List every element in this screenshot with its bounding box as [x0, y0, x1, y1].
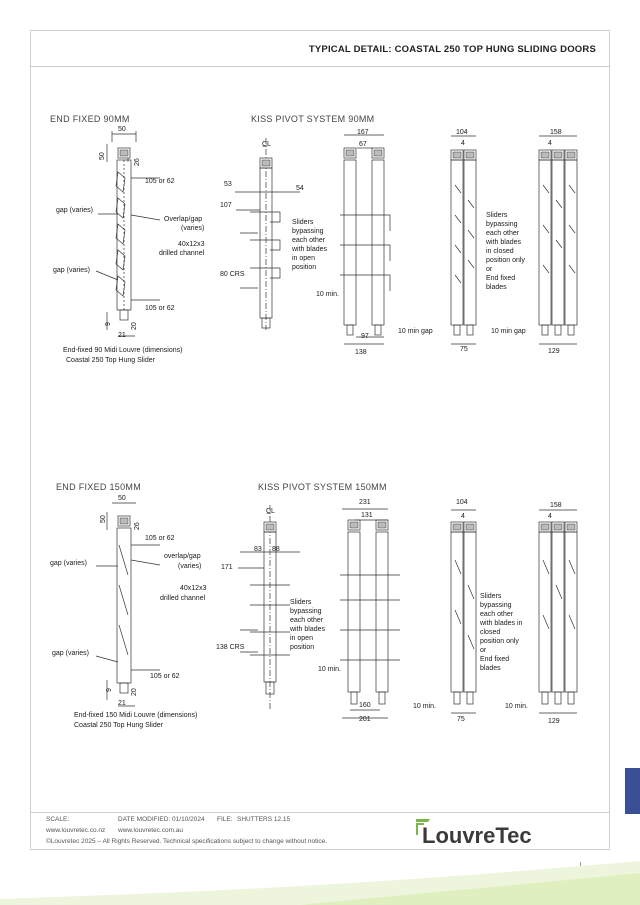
svg-text:position only: position only [486, 257, 525, 264]
section-kiss-90: KISS PIVOT SYSTEM 90MM [251, 114, 375, 124]
dim-w3: 97 [361, 333, 369, 340]
label-channel2: drilled channel [159, 250, 205, 257]
dim-w1: 167 [357, 129, 369, 136]
footer-copyright: ©Louvretec 2025 – All Rights Reserved. Technical specifications subject to change without notice. [46, 838, 328, 845]
caption-150-2: Coastal 250 Top Hung Slider [74, 722, 163, 729]
dim-b1: 9 [105, 322, 112, 326]
svg-text:in closed: in closed [486, 248, 514, 255]
dim-tr-e: 75 [460, 346, 468, 353]
footer-rule [31, 812, 609, 813]
footer-date-modified: DATE MODIFIED: 01/10/2024 [118, 816, 205, 823]
dim-b-h1: 50 [100, 515, 107, 523]
kiss-150-closed-drawing [451, 510, 577, 713]
svg-text:each other: each other [486, 230, 520, 237]
svg-text:blades: blades [486, 284, 507, 291]
dim-bm-w4: 201 [359, 716, 371, 723]
label-gap2: gap (varies) [53, 267, 90, 274]
label-b-overlap: overlap/gap [164, 553, 201, 560]
dim-w4: 138 [355, 349, 367, 356]
label-b-overlap2: (varies) [178, 563, 202, 570]
dim-br-b: 4 [461, 513, 465, 520]
page-title: TYPICAL DETAIL: COASTAL 250 TOP HUNG SLIDING DOORS [308, 44, 596, 55]
dim-br-g: 10 min. [413, 703, 436, 710]
dim-h2: 26 [134, 158, 141, 166]
dim-b-width: 50 [118, 495, 126, 502]
svg-text:End fixed: End fixed [486, 275, 516, 282]
dim-min: 10 min. [316, 291, 339, 298]
dim-b: 54 [296, 185, 304, 192]
dim-tr-f: 129 [548, 348, 560, 355]
svg-text:LouvreTec: LouvreTec [422, 823, 532, 848]
dim-tr-g: 10 min gap [398, 328, 433, 335]
dim-b-b2: 20 [131, 688, 138, 696]
dim-r1: 105 or 62 [145, 178, 175, 185]
dim-b-h2: 26 [134, 522, 141, 530]
svg-text:Sliders: Sliders [480, 593, 502, 600]
footer-scale: SCALE: [46, 816, 70, 823]
dim-b2: 20 [131, 322, 138, 330]
footer-url-nz[interactable]: www.louvretec.co.nz [46, 827, 106, 834]
svg-text:bypassing: bypassing [292, 228, 324, 235]
section-kiss-150: KISS PIVOT SYSTEM 150MM [258, 482, 387, 492]
dim-bm-b: 88 [272, 546, 280, 553]
label-channel: 40x12x3 [178, 241, 205, 248]
svg-text:bypassing: bypassing [480, 602, 512, 609]
dim-br-d: 4 [548, 513, 552, 520]
dim-b-r2: 105 or 62 [150, 673, 180, 680]
svg-text:Sliders: Sliders [486, 212, 508, 219]
label-b-channel: 40x12x3 [180, 585, 207, 592]
dim-tr-d: 4 [548, 140, 552, 147]
caption-90-1: End-fixed 90 Midi Louvre (dimensions) [63, 347, 183, 354]
dim-b-b3: 21 [118, 700, 126, 707]
dim-tr-b: 4 [461, 140, 465, 147]
svg-text:with blades in: with blades in [480, 620, 523, 627]
label-b-channel2: drilled channel [160, 595, 206, 602]
svg-text:Sliders: Sliders [290, 599, 312, 606]
svg-text:in open: in open [290, 635, 313, 642]
footer-url-au[interactable]: www.louvretec.com.au [118, 827, 184, 834]
dim-tr-h: 10 min gap [491, 328, 526, 335]
dim-b3: 21 [118, 332, 126, 339]
svg-text:bypassing: bypassing [486, 221, 518, 228]
section-end-fixed-90: END FIXED 90MM [50, 114, 130, 124]
dim-br-h: 10 min. [505, 703, 528, 710]
section-end-fixed-150: END FIXED 150MM [56, 482, 142, 492]
svg-text:End fixed: End fixed [480, 656, 510, 663]
dim-crs: 80 CRS [220, 271, 245, 278]
dim-br-c: 158 [550, 502, 562, 509]
dim-br-e: 75 [457, 716, 465, 723]
svg-text:with blades: with blades [486, 239, 522, 246]
dim-h1: 50 [99, 152, 106, 160]
centerline-mark-150: C̲L [266, 508, 275, 515]
svg-text:each other: each other [480, 611, 514, 618]
footer-file-name: SHUTTERS 12.15 [237, 816, 291, 823]
dim-b-r1: 105 or 62 [145, 535, 175, 542]
dim-br-f: 129 [548, 718, 560, 725]
label-b-gap2: gap (varies) [52, 650, 89, 657]
svg-text:position: position [292, 264, 317, 271]
svg-text:in open: in open [292, 255, 315, 262]
centerline-mark: C̲L [262, 141, 271, 148]
svg-text:with blades: with blades [290, 626, 326, 633]
caption-150-1: End-fixed 150 Midi Louvre (dimensions) [74, 712, 198, 719]
dim-c: 107 [220, 202, 232, 209]
svg-text:blades: blades [480, 665, 501, 672]
dim-bm-w1: 231 [359, 499, 371, 506]
label-overlap2: (varies) [181, 225, 205, 232]
dim-bm-w2: 131 [361, 512, 373, 519]
sliders-note-150-open [289, 599, 326, 651]
svg-text:each other: each other [290, 617, 324, 624]
sliders-note-90-open [291, 219, 328, 271]
svg-text:with blades: with blades [292, 246, 328, 253]
dim-bm-min: 10 min. [318, 666, 341, 673]
dim-width: 50 [118, 126, 126, 133]
dim-bm-crs: 138 CRS [216, 644, 245, 651]
dim-a: 53 [224, 181, 232, 188]
label-overlap: Overlap/gap [164, 216, 203, 223]
dim-br-a: 104 [456, 499, 468, 506]
dim-tr-a: 104 [456, 129, 468, 136]
section-tab [625, 768, 640, 814]
dim-bm-c: 171 [221, 564, 233, 571]
svg-text:or: or [480, 647, 487, 654]
footer-wave [0, 855, 640, 905]
svg-text:closed: closed [480, 629, 501, 636]
dim-bm-w3: 160 [359, 702, 371, 709]
label-b-gap1: gap (varies) [50, 560, 87, 567]
dim-bm-a: 83 [254, 546, 262, 553]
svg-text:position only: position only [480, 638, 519, 645]
footer-file: FILE: [217, 816, 233, 823]
svg-text:Sliders: Sliders [292, 219, 314, 226]
dim-w2: 67 [359, 141, 367, 148]
svg-text:bypassing: bypassing [290, 608, 322, 615]
label-gap1: gap (varies) [56, 207, 93, 214]
svg-text:or: or [486, 266, 493, 273]
louvretec-logo [416, 817, 554, 859]
dim-b-b1: 9 [106, 688, 113, 692]
sliders-note-90-closed [485, 212, 525, 291]
svg-text:each other: each other [292, 237, 326, 244]
caption-90-2: Coastal 250 Top Hung Slider [66, 357, 155, 364]
dim-tr-c: 158 [550, 129, 562, 136]
svg-text:position: position [290, 644, 315, 651]
sliders-note-150-closed [479, 593, 523, 672]
dim-r2: 105 or 62 [145, 305, 175, 312]
